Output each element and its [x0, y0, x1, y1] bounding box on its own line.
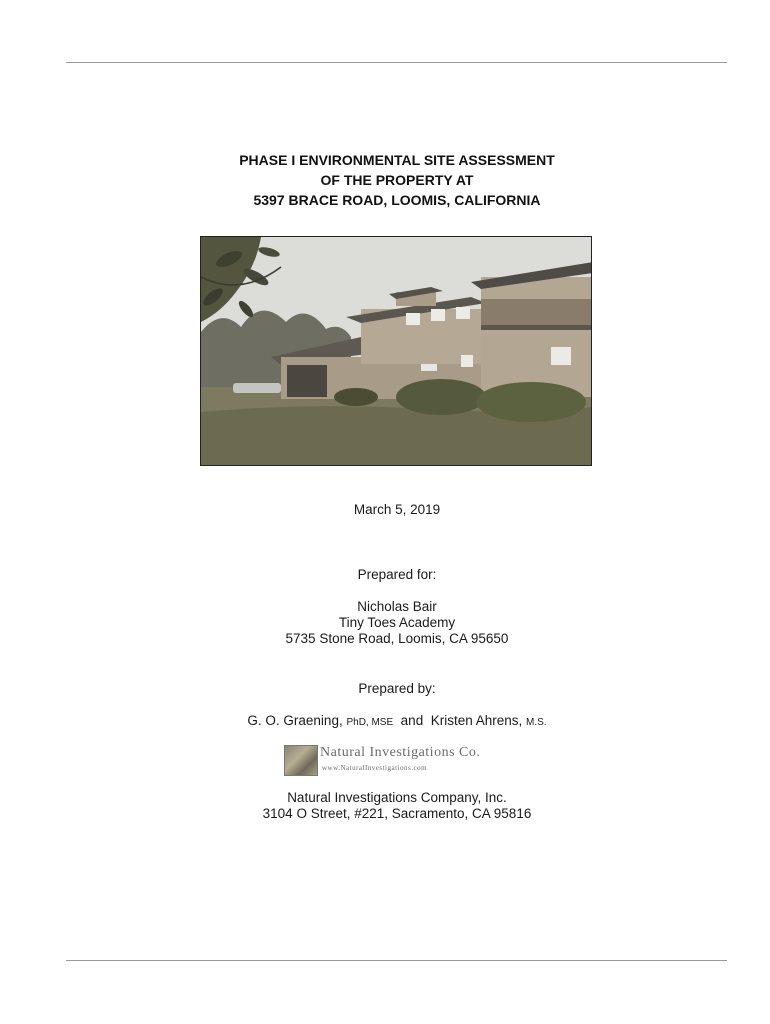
footer-rule: [66, 960, 727, 961]
property-photo: [200, 236, 592, 466]
report-date: March 5, 2019: [353, 502, 441, 517]
company-logo: [284, 745, 524, 775]
client-name: Nicholas Bair: [357, 599, 437, 614]
logo-image: [284, 745, 318, 776]
company-address: 3104 O Street, #221, Sacramento, CA 95816: [262, 806, 532, 821]
author-1-credentials: PhD, MSE: [346, 717, 394, 728]
author-2-name: Kristen Ahrens,: [430, 713, 523, 728]
client-organization: Tiny Toes Academy: [338, 615, 456, 630]
authors-line: [0, 713, 770, 731]
logo-url: www.NaturalInvestigations.com: [322, 764, 428, 772]
client-address: 5735 Stone Road, Loomis, CA 95650: [285, 631, 509, 646]
logo-name: Natural Investigations Co.: [320, 745, 481, 760]
prepared-by-label: Prepared by:: [358, 681, 436, 696]
title-line-1: PHASE I ENVIRONMENTAL SITE ASSESSMENT: [239, 152, 555, 168]
title-line-2: OF THE PROPERTY AT: [320, 172, 474, 188]
authors-conjunction: and: [400, 713, 424, 728]
company-name: Natural Investigations Company, Inc.: [287, 790, 507, 805]
header-rule: [66, 62, 727, 63]
author-2-credentials: M.S.: [526, 717, 547, 728]
author-1-name: G. O. Graening,: [247, 713, 343, 728]
prepared-for-label: Prepared for:: [357, 567, 437, 582]
client-block: [0, 599, 770, 647]
title-line-3: 5397 BRACE ROAD, LOOMIS, CALIFORNIA: [253, 192, 541, 208]
report-title: [0, 150, 770, 210]
company-block: [0, 790, 770, 822]
